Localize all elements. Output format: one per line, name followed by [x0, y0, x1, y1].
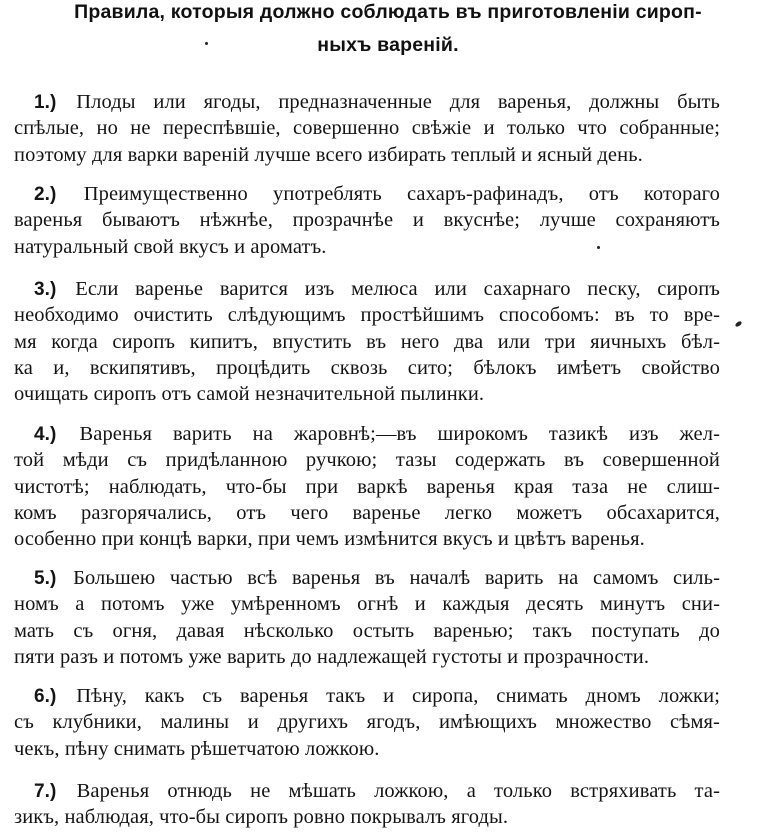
rule-number: 7.) [34, 781, 57, 802]
paragraph-line: спѣлые, но не переспѣвшіе, совершенно свѣжіе и только что собранные; [14, 117, 720, 140]
paragraph-line [34, 181, 720, 207]
paragraph-line: ка и, вскипятивъ, процѣдить сквозь сито; бѣлокъ имѣетъ свойство [14, 356, 720, 379]
paragraph-line: мя когда сиропъ кипитъ, впустить въ него два или три яичныхъ бѣл- [14, 330, 720, 353]
paragraph-line: съ клубники, малины и другихъ ягодъ, имѣющихъ множество сѣмя- [14, 711, 720, 734]
rule-number: 5.) [34, 568, 57, 589]
rule-paragraph-3 [14, 276, 720, 407]
rule-paragraph-4 [14, 421, 720, 552]
line-text: Если варенье варится изъ мелюса или сахарнаго песку, сиропъ [75, 278, 720, 300]
paragraph-line [34, 276, 720, 302]
paragraph-line: чекъ, пѣну снимать рѣшетчатою ложкою. [14, 737, 380, 760]
rule-paragraph-5 [14, 565, 720, 670]
line-text: Большею частью всѣ варенья въ началѣ варить на самомъ силь- [73, 567, 720, 589]
rule-number: 2.) [34, 184, 57, 205]
rule-paragraph-6 [14, 683, 720, 762]
scan-speck [597, 246, 600, 249]
paragraph-line [34, 778, 720, 804]
paragraph-line [34, 421, 720, 447]
rule-number: 3.) [34, 279, 57, 300]
scan-speck [734, 320, 742, 327]
paragraph-line: комъ разгорячались, отъ чего варенье легко можетъ обсахарится, [14, 501, 720, 524]
paragraph-line: необходимо очистить слѣдующимъ простѣйшимъ способомъ: въ то вре- [14, 304, 720, 327]
rule-number: 4.) [34, 424, 57, 445]
paragraph-line [34, 565, 720, 591]
line-text: Пѣну, какъ съ варенья такъ и сиропа, снимать дномъ ложки; [76, 685, 720, 707]
page-title-line-2: ныхъ вареній. [317, 34, 459, 56]
rule-paragraph-2 [14, 181, 720, 260]
rule-paragraph-1 [14, 89, 720, 168]
paragraph-line: той мѣди съ придѣланною ручкою; тазы содержать въ совершенной [14, 449, 720, 472]
rule-number: 1.) [34, 92, 57, 113]
scan-speck [205, 42, 208, 45]
paragraph-line: номъ а потомъ уже умѣренномъ огнѣ и каждыя десять минутъ сни- [14, 593, 720, 616]
rule-number: 6.) [34, 686, 57, 707]
line-text: Преимущественно употреблять сахаръ-рафинадъ, отъ котораго [83, 183, 720, 205]
page-title-line-1: Правила, которыя должно соблюдать въ приготовленіи сироп- [74, 1, 702, 23]
line-text: Варенья отнюдь не мѣшать ложкою, а только встряхивать та- [76, 780, 720, 802]
line-text: Варенья варить на жаровнѣ;—въ широкомъ тазикѣ изъ жел- [79, 423, 720, 445]
paragraph-line: мать съ огня, давая нѣсколько остыть варенью; такъ поступать до [14, 619, 720, 642]
paragraph-line: зикъ, наблюдая, что-бы сиропъ ровно покрывалъ ягоды. [14, 806, 509, 829]
paragraph-line: поэтому для варки вареній лучше всего избирать теплый и ясный день. [14, 143, 643, 166]
paragraph-line: пяти разъ и потомъ уже варить до надлежащей густоты и прозрачности. [14, 645, 650, 668]
rule-paragraph-7 [14, 778, 720, 831]
paragraph-line: натуральный свой вкусъ и ароматъ. [14, 235, 327, 258]
paragraph-line: особенно при концѣ варки, при чемъ измѣнится вкусъ и цвѣтъ варенья. [14, 528, 645, 551]
paragraph-line [34, 683, 720, 709]
paragraph-line: варенья бываютъ нѣжнѣе, прозрачнѣе и вкуснѣе; лучше сохраняютъ [14, 209, 720, 232]
line-text: Плоды или ягоды, предназначенные для варенья, должны быть [76, 91, 720, 113]
paragraph-line: очищать сиропъ отъ самой незначительной пылинки. [14, 383, 485, 406]
paragraph-line: чистотѣ; наблюдать, что-бы при варкѣ варенья края таза не слиш- [14, 475, 720, 498]
paragraph-line [34, 89, 720, 115]
